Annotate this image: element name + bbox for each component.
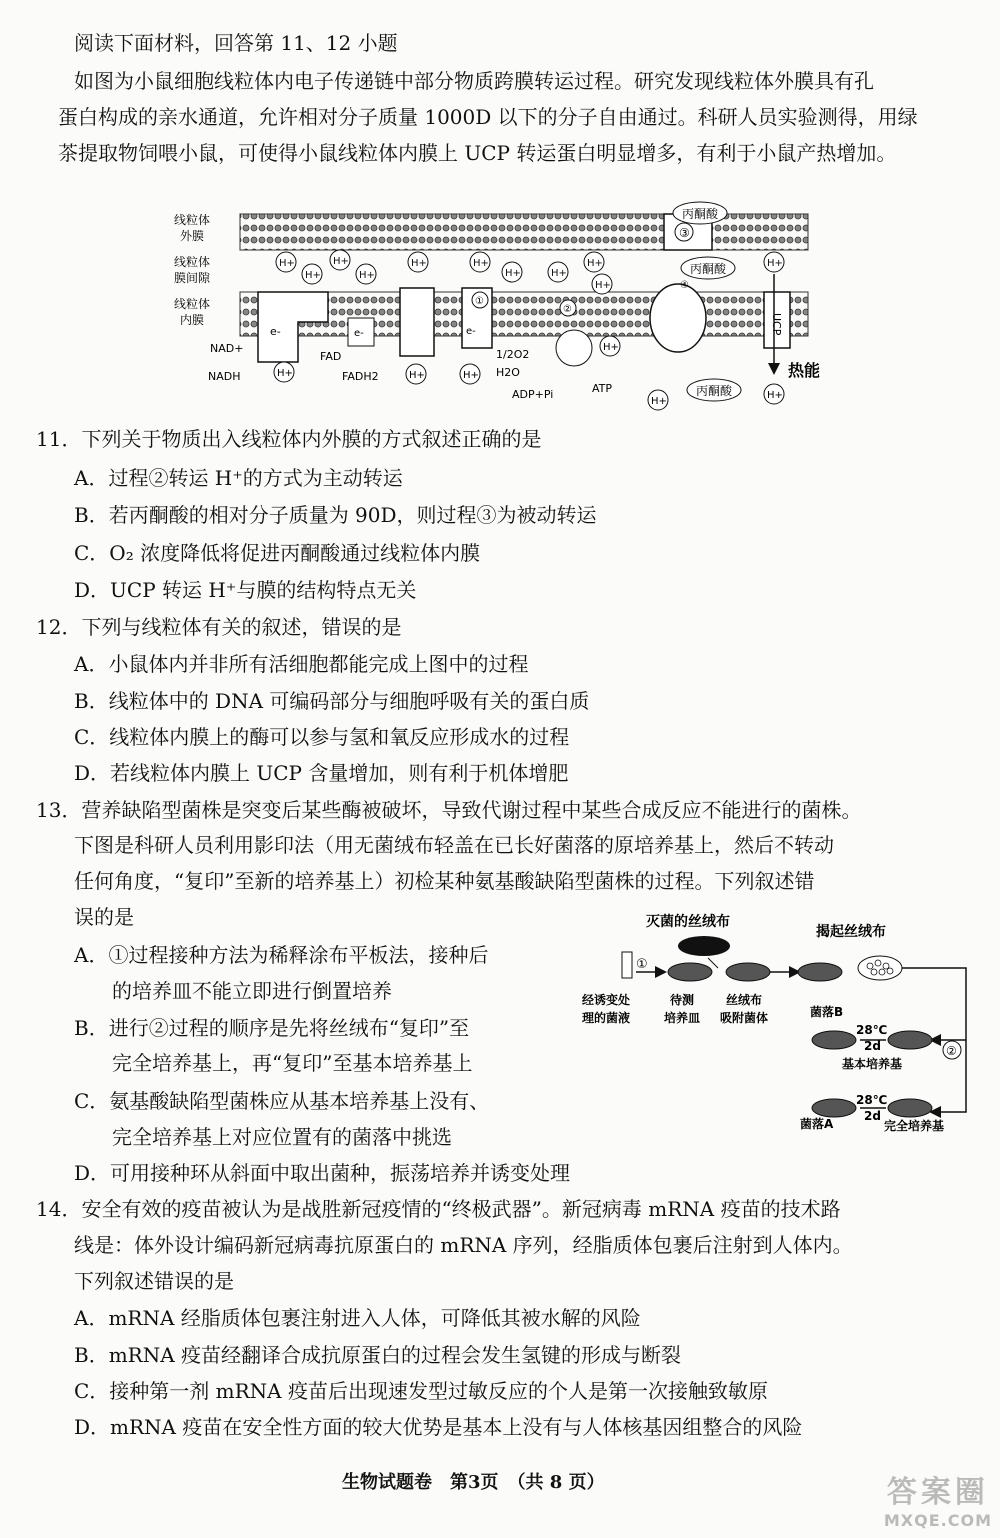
h-ion: H+: [595, 280, 611, 291]
marker-1: ①: [475, 296, 484, 307]
basic-medium-label: 基本培养基: [842, 1057, 903, 1071]
q13-option-b-cont: 完全培养基上，再“复印”至基本培养基上: [112, 1051, 473, 1075]
h-ion: H+: [767, 258, 783, 269]
test-tube: [622, 952, 632, 978]
ucp-label: UCP: [770, 313, 783, 336]
plate-label: 待测: [670, 993, 695, 1007]
marker-3: ③: [679, 226, 690, 240]
svg-text:H+: H+: [603, 342, 619, 353]
pyruvate-label: 丙酮酸: [690, 262, 727, 276]
mutagen-label: 经诱变处: [582, 993, 631, 1007]
h-ion: H+: [587, 258, 603, 269]
colony-b-label: 菌落B: [810, 1005, 844, 1019]
q13-stem: 13．营养缺陷型菌株是突变后某些酶被破坏，导致代谢过程中某些合成反应不能进行的菌株。: [36, 798, 862, 822]
intro-line: 茶提取物饲喂小鼠，可使得小鼠线粒体内膜上 UCP 转运蛋白明显增多，有利于小鼠产热增加。: [58, 141, 897, 165]
complete-medium-label: 完全培养基: [884, 1119, 945, 1133]
plate-label: 培养皿: [664, 1011, 701, 1025]
intermembrane-label: 线粒体: [174, 255, 211, 269]
cloth-label: 吸附菌体: [720, 1011, 769, 1025]
mutagen-label: 理的菌液: [582, 1011, 631, 1025]
svg-text:H+: H+: [767, 390, 783, 401]
complete-medium-plate: [888, 1099, 932, 1117]
q14-option-a[interactable]: A．mRNA 经脂质体包裹注射进入人体，可降低其被水解的风险: [74, 1306, 641, 1330]
cloth-plate: [726, 963, 770, 981]
h2o-label: H2O: [496, 366, 520, 379]
nadh-label: NADH: [208, 370, 241, 383]
q13-option-c[interactable]: C．氨基酸缺陷型菌株应从基本培养基上没有、: [74, 1089, 490, 1113]
q12-option-c[interactable]: C．线粒体内膜上的酶可以参与氢和氧反应形成水的过程: [74, 725, 570, 749]
svg-text:H+: H+: [277, 368, 293, 379]
q13-option-a-cont: 的培养皿不能立即进行倒置培养: [112, 979, 392, 1003]
q13-stem: 任何角度，“复印”至新的培养基上）初检某种氨基酸缺陷型菌株的过程。下列叙述错: [74, 869, 815, 893]
step-2-marker: ②: [946, 1044, 957, 1058]
svg-text:H+: H+: [409, 370, 425, 381]
colony-a-label: 菌落A: [800, 1117, 834, 1131]
marker-4: ④: [680, 280, 689, 291]
fad-label: FAD: [320, 350, 342, 363]
complex-3: [400, 288, 434, 356]
temp-label: 28℃: [856, 1023, 888, 1037]
q13-option-a[interactable]: A．①过程接种方法为稀释涂布平板法，接种后: [74, 943, 489, 967]
fadh2-label: FADH2: [342, 370, 379, 383]
test-plate: [668, 963, 712, 981]
q14-stem: 下列叙述错误的是: [74, 1269, 234, 1293]
watermark-logo: 答案圈 MXQE.COM: [883, 1475, 992, 1530]
complete-plate-result: [812, 1099, 856, 1117]
h-ion: H+: [359, 270, 375, 281]
q14-option-b[interactable]: B．mRNA 疫苗经翻译合成抗原蛋白的过程会发生氢键的形成与断裂: [74, 1343, 682, 1367]
svg-text:H+: H+: [463, 370, 479, 381]
cloth-with-colonies: [858, 956, 902, 980]
q11-option-b[interactable]: B．若丙酮酸的相对分子质量为 90D，则过程③为被动转运: [74, 503, 597, 527]
atp-label: ATP: [592, 382, 613, 395]
h-ion: H+: [551, 268, 567, 279]
outer-membrane-label: 线粒体: [174, 213, 211, 227]
pyruvate-transporter: [650, 284, 706, 352]
outer-membrane-label: 外膜: [180, 229, 205, 243]
q13-stem: 下图是科研人员利用影印法（用无菌绒布轻盖在已长好菌落的原培养基上，然后不转动: [74, 833, 834, 857]
q13-option-d[interactable]: D．可用接种环从斜面中取出菌种，振荡培养并诱变处理: [74, 1161, 571, 1185]
q13-stem: 误的是: [74, 905, 134, 929]
step-1-marker: ①: [636, 957, 648, 972]
mitochondria-diagram: [170, 200, 820, 415]
q12-option-b[interactable]: B．线粒体中的 DNA 可编码部分与细胞呼吸有关的蛋白质: [74, 689, 590, 713]
sterile-cloth-label: 灭菌的丝绒布: [646, 914, 730, 930]
adp-label: ADP+Pi: [512, 388, 554, 401]
q12-option-d[interactable]: D．若线粒体内膜上 UCP 含量增加，则有利于机体增肥: [74, 761, 569, 785]
inner-membrane-label: 内膜: [180, 313, 205, 327]
q13-option-b[interactable]: B．进行②过程的顺序是先将丝绒布“复印”至: [74, 1016, 470, 1040]
q14-option-d[interactable]: D．mRNA 疫苗在安全性方面的较大优势是基本上没有与人体核基因组整合的风险: [74, 1415, 803, 1439]
intermembrane-label: 膜间隙: [174, 271, 211, 285]
velvet-cloth: [678, 936, 730, 956]
q14-stem: 14．安全有效的疫苗被认为是战胜新冠疫情的“终极武器”。新冠病毒 mRNA 疫苗的技术路: [36, 1197, 841, 1221]
page-footer: 生物试题卷 第3页 （共 8 页）: [342, 1472, 605, 1493]
cloth-label: 丝绒布: [726, 993, 763, 1007]
q14-option-c[interactable]: C．接种第一剂 mRNA 疫苗后出现速发型过敏反应的个人是第一次接触致敏原: [74, 1379, 768, 1403]
intro-line: 如图为小鼠细胞线粒体内电子传递链中部分物质跨膜转运过程。研究发现线粒体外膜具有孔: [74, 69, 874, 93]
q11-option-a[interactable]: A．过程②转运 H⁺的方式为主动转运: [74, 466, 403, 490]
h-ion: H+: [411, 258, 427, 269]
nad-label: NAD+: [210, 342, 244, 355]
svg-text:e-: e-: [466, 326, 476, 337]
temp-label: 28℃: [856, 1093, 888, 1107]
h-ion: H+: [333, 256, 349, 267]
inner-membrane-label: 线粒体: [174, 297, 211, 311]
svg-text:e-: e-: [354, 328, 364, 339]
pyruvate-label: 丙酮酸: [696, 384, 733, 398]
q12-stem: 12．下列与线粒体有关的叙述，错误的是: [36, 615, 402, 639]
heat-label: 热能: [788, 361, 820, 380]
o2-label: 1/2O2: [496, 348, 530, 361]
marker-2: ②: [563, 304, 572, 315]
pyruvate-label: 丙酮酸: [682, 207, 719, 221]
h-ion: H+: [279, 258, 295, 269]
q14-stem: 线是：体外设计编码新冠病毒抗原蛋白的 mRNA 序列，经脂质体包裹后注射到人体内。: [74, 1233, 853, 1257]
q12-option-a[interactable]: A．小鼠体内并非所有活细胞都能完成上图中的过程: [74, 652, 529, 676]
intro-heading: 阅读下面材料，回答第 11、12 小题: [74, 31, 398, 55]
lift-cloth-label: 揭起丝绒布: [816, 924, 886, 940]
h-ion: H+: [505, 268, 521, 279]
q13-option-c-cont: 完全培养基上对应位置有的菌落中挑选: [112, 1125, 452, 1149]
atp-synthase: [556, 330, 592, 366]
q11-stem: 11．下列关于物质出入线粒体内外膜的方式叙述正确的是: [36, 427, 542, 451]
basic-plate-result: [812, 1031, 856, 1049]
basic-medium-plate: [888, 1031, 932, 1049]
lifted-plate: [798, 963, 842, 981]
days-label: 2d: [864, 1039, 881, 1053]
h-ion: H+: [473, 258, 489, 269]
h-ion: H+: [305, 270, 321, 281]
q11-option-c[interactable]: C．O₂ 浓度降低将促进丙酮酸通过线粒体内膜: [74, 541, 481, 565]
days-label: 2d: [864, 1109, 881, 1123]
q11-option-d[interactable]: D．UCP 转运 H⁺与膜的结构特点无关: [74, 578, 417, 602]
svg-text:e-: e-: [270, 325, 281, 338]
svg-text:H+: H+: [651, 396, 667, 407]
intro-line: 蛋白构成的亲水通道，允许相对分子质量 1000D 以下的分子自由通过。科研人员实验测得，用绿: [58, 105, 918, 129]
replica-plating-diagram: [580, 908, 980, 1143]
